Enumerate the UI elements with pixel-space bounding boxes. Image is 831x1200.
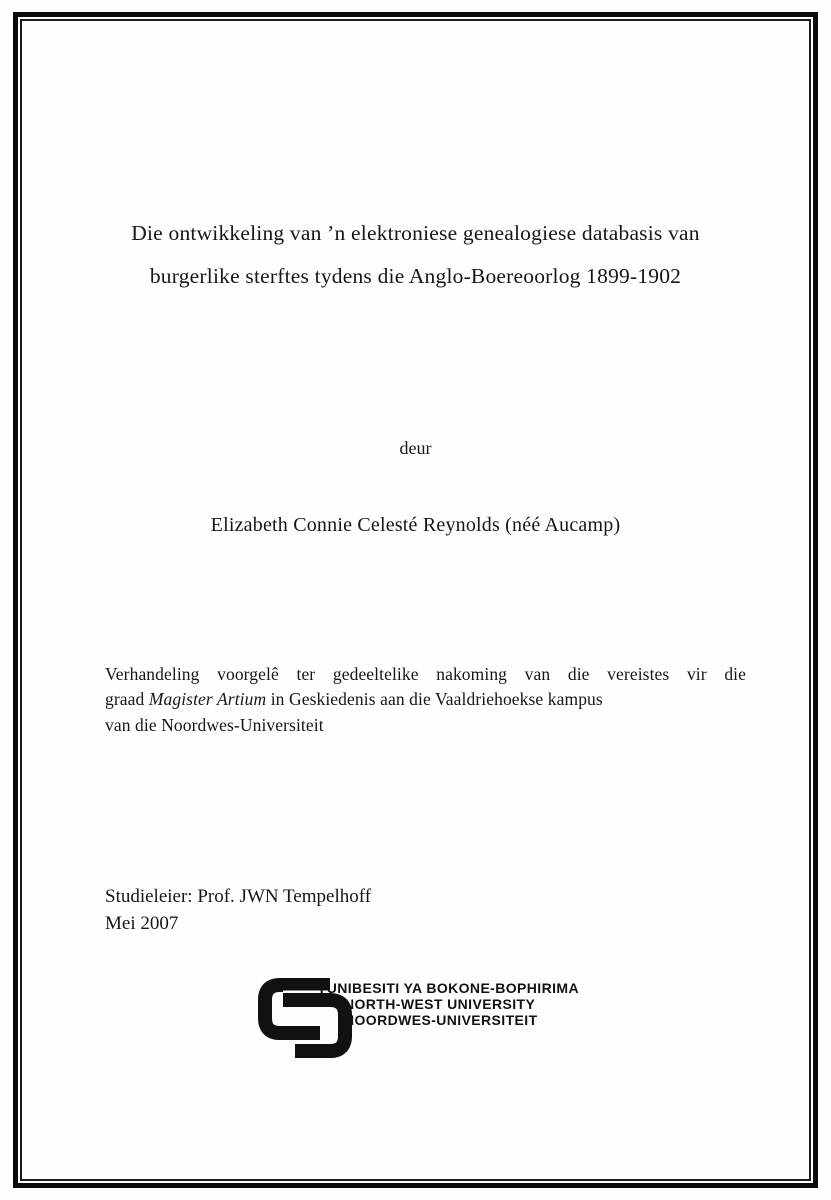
thesis-title-line-2: burgerlike sterftes tydens die Anglo-Boereoorlog 1899-1902 (149, 264, 682, 288)
logo-text-afrikaans: NOORDWES-UNIVERSITEIT (344, 1012, 538, 1029)
supervisor-line: Studieleier: Prof. JWN Tempelhoff (105, 886, 372, 907)
submission-statement (105, 662, 746, 738)
university-logo-text (317, 980, 579, 1029)
submission-line-3: van die Noordwes-Universiteit (105, 714, 324, 735)
logo-text-setswana: YUNIBESITI YA BOKONE-BOPHIRIMA (317, 980, 579, 996)
logo-text-english: NORTH-WEST UNIVERSITY (344, 996, 536, 1013)
degree-name: Magister Artium (148, 689, 267, 710)
date-line: Mei 2007 (105, 913, 179, 934)
byline-label: deur (399, 438, 432, 458)
thesis-title-line-1: Die ontwikkeling van ’n elektroniese genealogiese databasis van (131, 221, 700, 245)
submission-line-2-pre: graad (105, 689, 149, 710)
university-logo (256, 976, 586, 1060)
author-name: Elizabeth Connie Celesté Reynolds (néé Aucamp) (210, 514, 621, 536)
submission-line-2-post: in Geskiedenis aan die Vaaldriehoekse kampus (266, 689, 603, 710)
submission-line-1: Verhandeling voorgelê ter gedeeltelike nakoming van die vereistes vir die (105, 664, 746, 684)
submission-line-2 (105, 687, 746, 712)
thesis-title (0, 212, 831, 298)
